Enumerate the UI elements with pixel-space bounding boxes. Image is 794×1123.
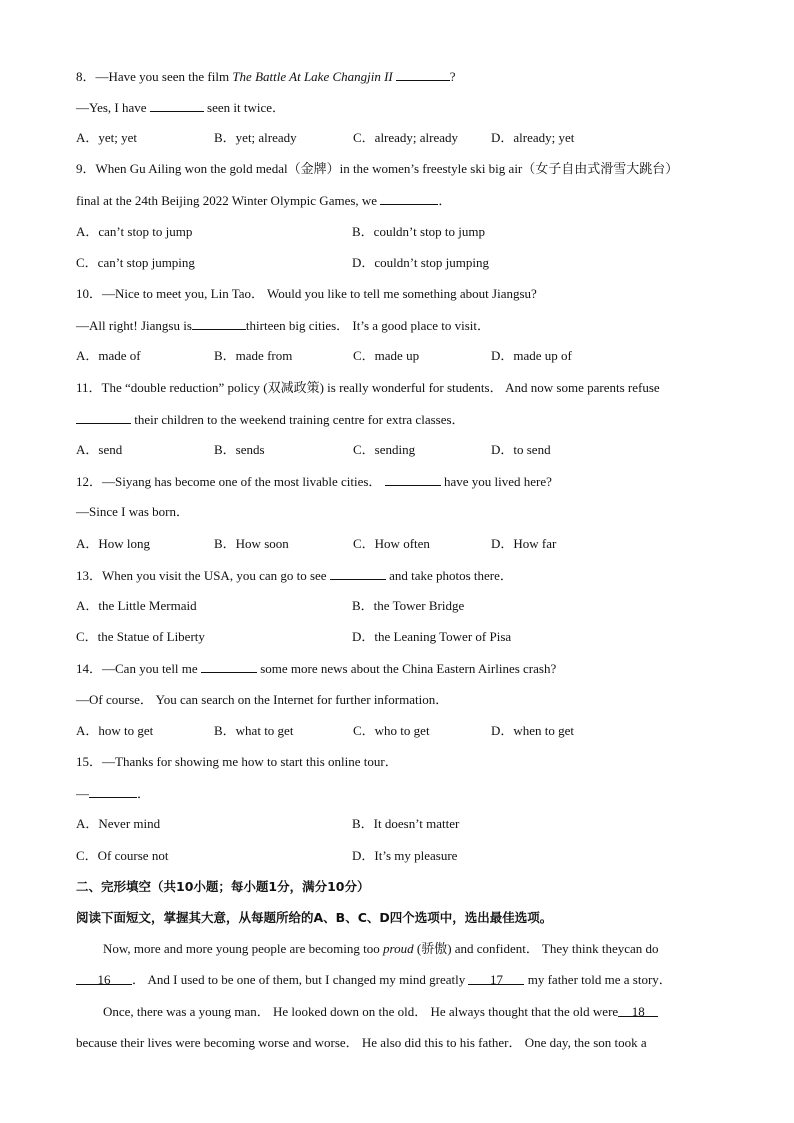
q14-option-d: D．when to get <box>491 723 575 738</box>
q9-option-d: D．couldn’t stop jumping <box>352 255 489 270</box>
q13-stem <box>76 566 726 584</box>
q15-options-row1 <box>76 815 726 833</box>
q12-option-d: D．How far <box>491 536 557 551</box>
q15-options-row2 <box>76 847 726 865</box>
q14-option-c: C．who to get <box>353 723 430 738</box>
passage-text: (骄傲) and confident． They think theycan do <box>413 941 659 956</box>
q12-stem <box>76 472 726 490</box>
q10-reply-text: —All right! Jiangsu is <box>76 318 192 333</box>
passage-p2-line2: because their lives were becoming worse and worse． He also did this to his father． One day, the son took a <box>76 1035 647 1050</box>
passage-text: ． And I used to be one of them, but I changed my mind greatly <box>132 972 469 987</box>
q10-options <box>76 347 726 365</box>
q13-blank <box>330 566 386 580</box>
passage-p2-line1 <box>103 1003 733 1021</box>
q13-options-row1 <box>76 597 726 615</box>
q8-option-c: C．already; already <box>353 130 459 145</box>
q8-blank-2 <box>150 98 204 112</box>
q8-options <box>76 129 726 147</box>
q12-stem-end: have you lived here? <box>440 474 552 489</box>
q10-reply-end: thirteen big cities． It’s a good place to visit． <box>245 318 490 333</box>
q11-option-b: B．sends <box>214 442 265 457</box>
passage-text: Now, more and more young people are becoming too <box>103 941 384 956</box>
blank-17: 17 <box>468 971 524 985</box>
q8-reply-text: —Yes, I have <box>76 100 150 115</box>
q14-stem-end: some more news about the China Eastern Airlines crash? <box>256 661 557 676</box>
q14-stem-text: 14．—Can you tell me <box>76 661 201 676</box>
q9-option-b: B．couldn’t stop to jump <box>352 224 486 239</box>
q9-options-row1 <box>76 223 726 241</box>
q10-option-a: A．made of <box>76 348 141 363</box>
q13-option-b: B．the Tower Bridge <box>352 598 465 613</box>
q9-option-c: C．can’t stop jumping <box>76 255 195 270</box>
q8-film-title: The Battle At Lake Changjin II <box>232 69 393 84</box>
q14-option-a: A．how to get <box>76 723 154 738</box>
q15-stem: 15．—Thanks for showing me how to start this online tour． <box>76 754 398 769</box>
q13-options-row2 <box>76 628 726 646</box>
section2-heading: 二、完形填空（共10小题；每小题1分，满分10分） <box>76 879 370 894</box>
q10-reply <box>76 316 726 334</box>
q13-stem-end: and take photos there． <box>385 568 513 583</box>
q10-option-c: C．made up <box>353 348 420 363</box>
q9-stem-line2 <box>76 191 726 209</box>
q10-blank <box>192 316 246 330</box>
section2-instruction: 阅读下面短文，掌握其大意，从每题所给的A、B、C、D四个选项中，选出最佳选项。 <box>76 910 553 925</box>
q9-stem-end: ． <box>438 193 452 208</box>
q12-options <box>76 535 726 553</box>
q15-option-c: C．Of course not <box>76 848 169 863</box>
q12-option-c: C．How often <box>353 536 430 551</box>
q15-option-a: A．Never mind <box>76 816 161 831</box>
q11-stem-line2 <box>76 410 726 428</box>
q10-option-b: B．made from <box>214 348 293 363</box>
blank-16: 16 <box>76 971 132 985</box>
q8-option-a: A．yet; yet <box>76 130 138 145</box>
q12-option-b: B．How soon <box>214 536 289 551</box>
q10-option-d: D．made up of <box>491 348 572 363</box>
q8-reply <box>76 98 726 116</box>
passage-text: my father told me a story． <box>524 972 672 987</box>
q8-stem-end: ? <box>449 69 456 84</box>
q9-options-row2 <box>76 254 726 272</box>
q12-stem-text: 12．—Siyang has become one of the most livable cities． <box>76 474 385 489</box>
q11-stem-text: their children to the weekend training centre for extra classes． <box>131 412 465 427</box>
q9-stem-line1: 9．When Gu Ailing won the gold medal（金牌）in the women’s freestyle ski big air（女子自由式滑雪大跳台） <box>76 161 679 176</box>
q15-option-d: D．It’s my pleasure <box>352 848 458 863</box>
passage-word-proud: proud <box>383 941 414 956</box>
passage-p1-line2 <box>76 971 726 989</box>
q9-stem-text: final at the 24th Beijing 2022 Winter Olympic Games, we <box>76 193 381 208</box>
passage-text: Once, there was a young man． He looked down on the old． He always thought that the old were <box>103 1004 619 1019</box>
q10-stem: 10．—Nice to meet you, Lin Tao． Would you like to tell me something about Jiangsu? <box>76 286 537 301</box>
q9-option-a: A．can’t stop to jump <box>76 224 193 239</box>
q11-option-c: C．sending <box>353 442 416 457</box>
passage-p1-line1 <box>103 940 733 958</box>
q13-option-d: D．the Leaning Tower of Pisa <box>352 629 512 644</box>
q14-option-b: B．what to get <box>214 723 294 738</box>
q8-option-d: D．already; yet <box>491 130 575 145</box>
q14-options <box>76 722 726 740</box>
blank-18: 18 <box>618 1003 658 1017</box>
q15-blank <box>89 784 137 798</box>
q8-reply-end: seen it twice． <box>203 100 286 115</box>
q11-stem-line1: 11．The “double reduction” policy (双减政策) is really wonderful for students． And now some parents refuse <box>76 380 660 395</box>
q14-stem <box>76 659 726 677</box>
q11-option-a: A．send <box>76 442 123 457</box>
q13-stem-text: 13．When you visit the USA, you can go to see <box>76 568 330 583</box>
q15-reply-end: ． <box>137 786 151 801</box>
q8-stem <box>76 67 726 85</box>
q11-options <box>76 441 726 459</box>
q8-stem-text: 8．—Have you seen the film <box>76 69 233 84</box>
q14-blank <box>201 659 257 673</box>
q15-reply-dash: — <box>76 786 89 801</box>
q12-reply: —Since I was born． <box>76 504 190 519</box>
q13-option-a: A．the Little Mermaid <box>76 598 197 613</box>
q12-option-a: A．How long <box>76 536 151 551</box>
q9-blank <box>380 191 438 205</box>
q11-option-d: D．to send <box>491 442 551 457</box>
q13-option-c: C．the Statue of Liberty <box>76 629 205 644</box>
q15-reply <box>76 784 726 802</box>
q12-blank <box>385 472 441 486</box>
q15-option-b: B．It doesn’t matter <box>352 816 460 831</box>
q14-reply: —Of course． You can search on the Internet for further information． <box>76 692 449 707</box>
q8-option-b: B．yet; already <box>214 130 297 145</box>
q8-blank-1 <box>396 67 450 81</box>
q11-blank <box>76 410 131 424</box>
